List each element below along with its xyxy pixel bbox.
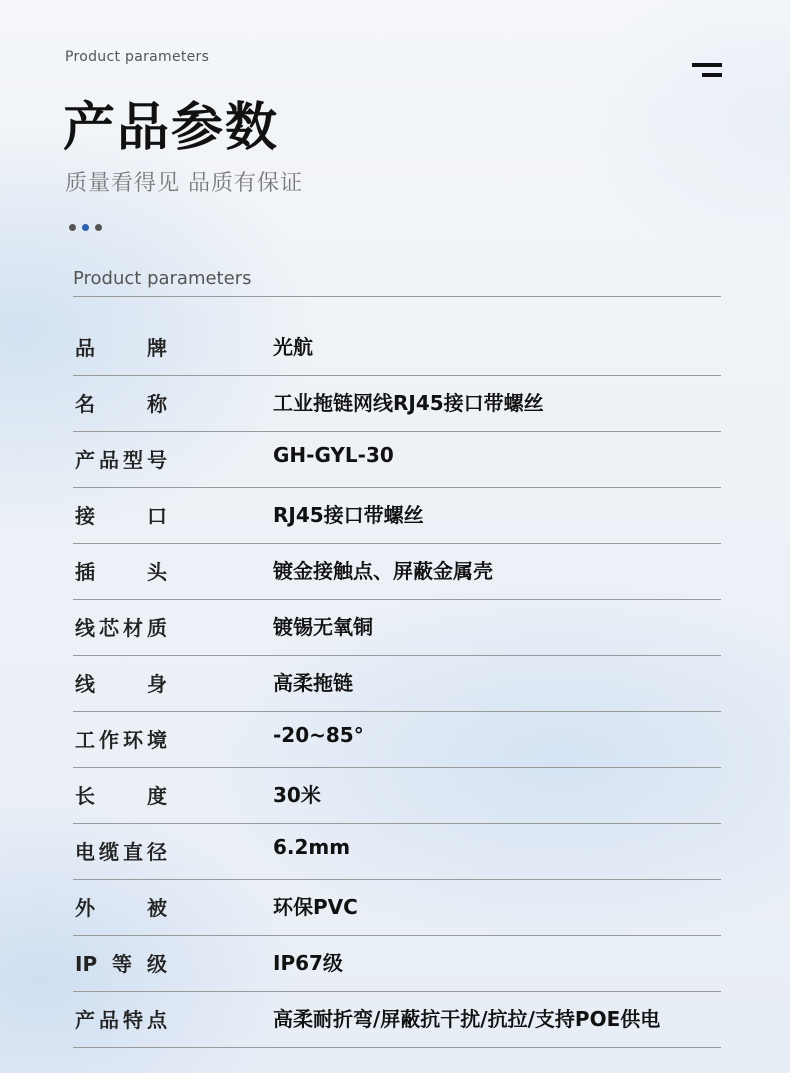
dot-1 — [69, 224, 76, 231]
param-row-brand — [73, 320, 721, 376]
param-value: RJ45接口带螺丝 — [273, 503, 424, 527]
parameters-table — [73, 320, 721, 1048]
param-row-core-material — [73, 600, 721, 656]
dot-3 — [95, 224, 102, 231]
param-row-model — [73, 432, 721, 488]
param-row-length — [73, 768, 721, 824]
table-heading-divider — [73, 296, 721, 297]
param-label: 线芯材质 — [75, 616, 167, 640]
param-row-diameter — [73, 824, 721, 880]
param-row-name — [73, 376, 721, 432]
menu-icon[interactable] — [692, 63, 722, 77]
param-value: GH-GYL-30 — [273, 443, 394, 467]
param-label: IP等级 — [75, 952, 167, 976]
param-row-cable-body — [73, 656, 721, 712]
param-row-ip-rating — [73, 936, 721, 992]
table-heading: Product parameters — [73, 268, 252, 289]
section-subtitle-en: Product parameters — [65, 49, 210, 65]
page-subtitle: 质量看得见 品质有保证 — [65, 171, 303, 196]
param-value: 高柔耐折弯/屏蔽抗干扰/抗拉/支持POE供电 — [273, 1007, 661, 1031]
param-label: 产品型号 — [75, 448, 167, 472]
param-label: 电缆直径 — [75, 840, 167, 864]
param-value: -20~85° — [273, 723, 364, 747]
param-label: 工作环境 — [75, 728, 167, 752]
param-value: 环保PVC — [273, 895, 358, 919]
param-label: 插头 — [75, 560, 167, 584]
param-label: 名称 — [75, 392, 167, 416]
param-value: 光航 — [273, 335, 313, 359]
param-label: 产品特点 — [75, 1008, 167, 1032]
page-title: 产品参数 — [63, 98, 280, 158]
param-row-interface — [73, 488, 721, 544]
decorative-dots — [69, 224, 108, 232]
menu-icon-bar-top — [692, 63, 722, 67]
param-label: 品牌 — [75, 336, 167, 360]
param-value: 镀锡无氧铜 — [273, 615, 373, 639]
param-value: 6.2mm — [273, 835, 351, 859]
param-label: 外被 — [75, 896, 167, 920]
param-label: 接口 — [75, 504, 167, 528]
param-row-plug — [73, 544, 721, 600]
param-value: IP67级 — [273, 951, 343, 975]
param-value: 工业拖链网线RJ45接口带螺丝 — [273, 391, 544, 415]
menu-icon-bar-bottom — [702, 73, 722, 77]
dot-2 — [82, 224, 89, 231]
param-label: 长度 — [75, 784, 167, 808]
param-row-environment — [73, 712, 721, 768]
param-value: 30米 — [273, 783, 321, 807]
param-value: 镀金接触点、屏蔽金属壳 — [273, 559, 493, 583]
param-row-jacket — [73, 880, 721, 936]
param-value: 高柔拖链 — [273, 671, 353, 695]
param-row-features — [73, 992, 721, 1048]
param-label: 线身 — [75, 672, 167, 696]
